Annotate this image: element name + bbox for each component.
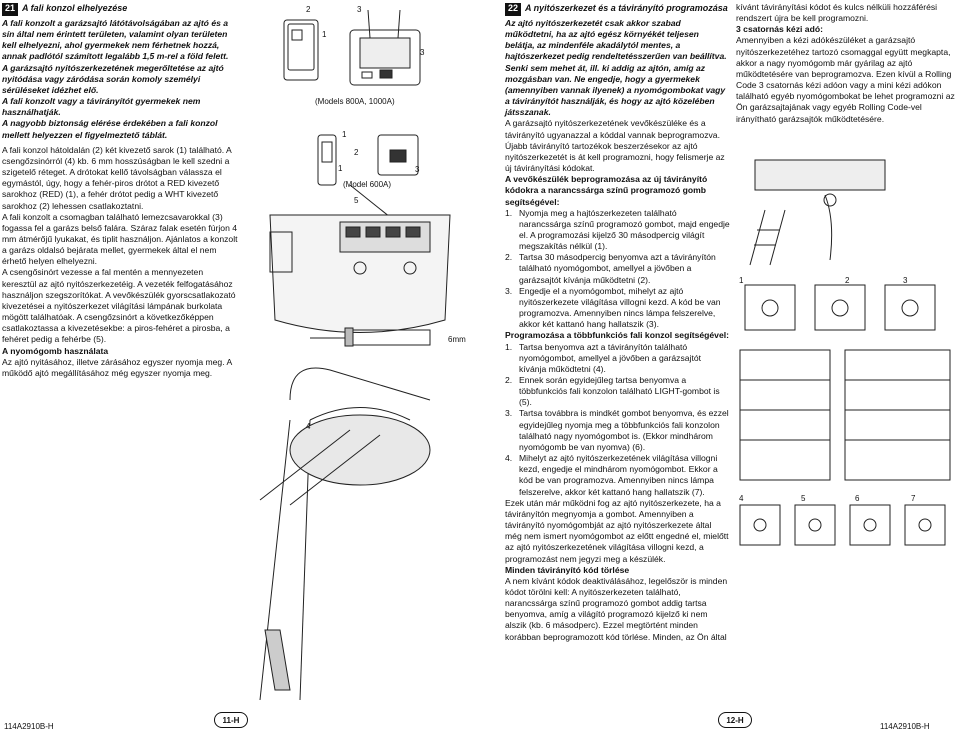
multi-steps [505,342,730,498]
callout-1c: 1 [338,164,343,173]
intro-paragraph: A garázsajtó nyitószerkezetének vevőkészüléke és a távirányító ugyanazzal a kóddal vannak beprogramozva. Újabb távirányító tartozékok beszerzésekor az ajtó nyitószerkezetét is át kell programozni, hogy felismerje az új távirányítási kódokat. [505,118,725,174]
list-item: 2. Tartsa 30 másodpercig benyomva azt a távirányítón található nyomógombot, amellyel a jövőben a garázsajtót kívánja működtetni (2). [505,252,716,285]
list-item: 1. Nyomja meg a hajtószerkezeten található narancssárga színű programozó gombot, majd engedje el. A programozási kijelző 30 másodpercig világít megszakítás nélkül (1). [505,207,730,252]
fig-label: 1 [739,276,744,285]
section-number: 22 [505,3,521,16]
section-22-header [505,2,730,16]
orange-button-heading: A vevőkészülék beprogramozása az új távirányító kódokra a narancssárga színű programozó gomb segítségével: [505,174,708,207]
callout-1b: 1 [342,130,347,139]
orange-steps [505,208,730,331]
list-item: 4. Mihelyt az ajtó nyitószerkezetének világítása villogni kezd, engedje el mindhárom nyomógombot. Ekkor a kód be van programozva. Amennyiben nincs lámpa felszerelve, akkor két kattanó hang hallatszik (7). [505,453,718,497]
left-column [2,2,238,379]
doc-code-left: 114A2910B-H [4,722,54,731]
list-item: 3. Tartsa továbbra is mindkét gombot benyomva, és ezzel egyidejűleg nyomja meg a többfunkciós fali konzolon található nagy nyomógombot is. (Ekkor mindhárom nyomógomb be van nyomva) (6). [505,408,729,452]
fig-label: 2 [845,276,850,285]
three-channel-text: Amennyiben a kézi adókészüléket a garázsajtó nyitószerkezetéhez tartozó csomaggal együtt megkapta, akkor a nagy nyomógomb már gyárilag az ajtó működtetésére van beprogramozva. Ezen kívül a Rolling Code 3 csatornás kézi adóon vagy a mini kézi adókon található egyéb nyomógombokat be lehet programozni az Ön garázsajtajának vagy egyéb Rolling Code-vel irányítható garázsajtók működtetésére. [736,35,955,124]
callout-4: 4 [306,422,311,431]
fig-label: 4 [739,494,744,503]
ceiling-unit-drawing [260,368,430,700]
wire-length-label: 6mm [448,335,466,344]
callout-5: 5 [354,196,359,205]
fig-label: 6 [855,494,860,503]
page-number-right: 12-H [718,712,752,728]
list-item: 1. Tartsa benyomva azt a távirányítón található nyomógombot, amellyel a jövőben a garázsajtót kívánja működtetni (4). [505,341,702,374]
after-paragraph: Ezek után már működni fog az ajtó nyitószerkezete, ha a távirányítón megnyomja a gombot. Amennyiben a távirányító nyomógombját az ajtó nyitószerkezete által még nem ismert nyomógombot az előtt engedné el, mielőtt az ajtó nyitószerkezetének világítása villogni kezd, a programozást nem jegyzi meg a készülék. [505,497,729,564]
doc-code-right: 114A2910B-H [880,722,930,731]
three-channel-heading: 3 csatornás kézi adó: [736,24,823,35]
callout-2: 2 [306,5,311,14]
body-paragraph: A fali konzolt a csomagban található lemezcsavarokkal (3) fogassa fel a garázs belső falára. Száraz falak esetén fúrjon 4 mm átmérőjű lyukakat, és tiplit használjon. Ajánlatos a konzolt a garázs oldalsó bejárata mellet, gyermekek által el nem érhető helyen elhelyezni. [2,211,238,267]
right-column [505,2,730,643]
fig-label: 5 [801,494,806,503]
continued-text: kívánt távirányítási kódot és kulcs nélküli hozzáférési rendszert újra be kell programozni. [736,2,938,24]
list-item: 2. Ennek során egyidejűleg tartsa benyomva a többfunkciós fali konzolon található LIGHT-gombot is (5). [505,375,720,408]
page-number-left: 11-H [214,712,248,728]
warning-text: Az ajtó nyitószerkezetét csak akkor szabad működtetni, ha az ajtó egész környékét teljesen belátja, az mindenféle akadálytól mentes, a hajtószerkezet pedig rendeltetésszerűen van beállítva. Senki sem mehet át, ill. ki addig az ajtón, amíg az mozgásban van. Ne engedje, hogy a gyermekek (amennyiben vannak ilyenek) a nyomógombokat vagy a távirányítót használják, és hogy az ajtó közelében játsszanak. [505,18,727,118]
opener-head-drawing [270,215,450,333]
body-paragraph: A fali konzol hátoldalán (2) két kivezető sarok (1) található. A csengőzsinórról (4) kb. 6 mm hosszúságban le kell szedni a szigetelő réteget. A drótokat kellő távolságban válassza el egymástól, úgy, hogy a fehér-piros drótot a RED kivezető sarokhoz (RED) (1), a fehér drótot pedig a WHT kivezető sarokhoz (2) lehessen csatlakoztatni. [2,144,232,211]
section-title: A nyitószerkezet és a távirányító programozása [525,3,728,14]
callout-3c: 3 [415,165,420,174]
list-item: 3. Engedje el a nyomógombot, mihelyt az ajtó nyitószerkezete világítása villogni kezd. A kód be van programozva. Amennyiben nincs lámpa felszerelve, akkor két kattanó hang hallatszik (3). [505,285,721,330]
section-number: 21 [2,3,18,16]
body-paragraph: A csengősinórt vezesse a fal mentén a mennyezeten keresztül az ajtó nyitószerkezetéig. A vezeték felfogatásához használjon szegszorítókat. A vevőkészülék gyorscsatlakozató kivezetései a nyitószerkezet világítási lámpának burkolata mögött találhatóak. A csengőzsinórt a következőképpen csatlakoztassa a kivezetésekbe: a piros-fehéret a pirosba, a fehéret pedig a fehérbe (5). [2,267,236,345]
callout-3b: 3 [420,48,425,57]
programming-diagram [735,150,957,695]
warning-text: A fali konzolt a garázsajtó látótávolságában az ajtó és a sín által nem érintett területen, valamint olyan területen kell elhelyezni, ahol gyermekek nem férhetnek hozzá, annak padlótól számított legalább 1,5 m-rel a föld felett. [2,18,229,62]
section-title: A fali konzol elhelyezése [22,3,128,14]
callout-3: 3 [357,5,362,14]
usage-text: Az ajtó nyitásához, illetve zárásához egyszer nyomja meg. A működő ajtó megállításához még egyszer nyomja meg. [2,356,232,378]
wall-console-figure [250,0,480,700]
warning-text: A garázsajtó nyitószerkezetének megerőltetése az ajtó nyitódása vagy záródása során komoly személyi sérüléseket idézhet elő. [2,62,224,95]
fig-label: 7 [911,494,916,503]
multi-console-heading: Programozása a többfunkciós fali konzol segítségével: [505,330,729,341]
warning-text: A fali konzolt vagy a távirányítót gyermekek nem használhatják. [2,96,201,118]
section-21-header [2,2,238,16]
third-column [736,2,956,125]
console-800a-drawing [284,10,420,85]
callout-1: 1 [322,30,327,39]
delete-paragraph: A nem kívánt kódok deaktiválásához, legelőször is minden kódot törölni kell: A nyitószerkezeten található, narancssárga színű programozó gombot addig tartsa benyomva, amíg a világító programozó kijelző ki nem alszik (kb. 6 másodperc). Ezzel megtörtént minden korábban beprogramozott kód törlése. Minden, az Ön által [505,575,728,642]
usage-heading: A nyomógomb használata [2,345,109,356]
programming-figure [735,150,957,695]
delete-heading: Minden távirányító kód törlése [505,564,630,575]
warning-text: A nagyobb biztonság elérése érdekében a fali konzol mellett helyezzen el figyelmeztető táblát. [2,118,218,140]
callout-2b: 2 [354,148,359,157]
models-label-800-1000: (Models 800A, 1000A) [315,97,395,106]
model-label-600: (Model 600A) [343,180,392,189]
fig-label: 3 [903,276,908,285]
